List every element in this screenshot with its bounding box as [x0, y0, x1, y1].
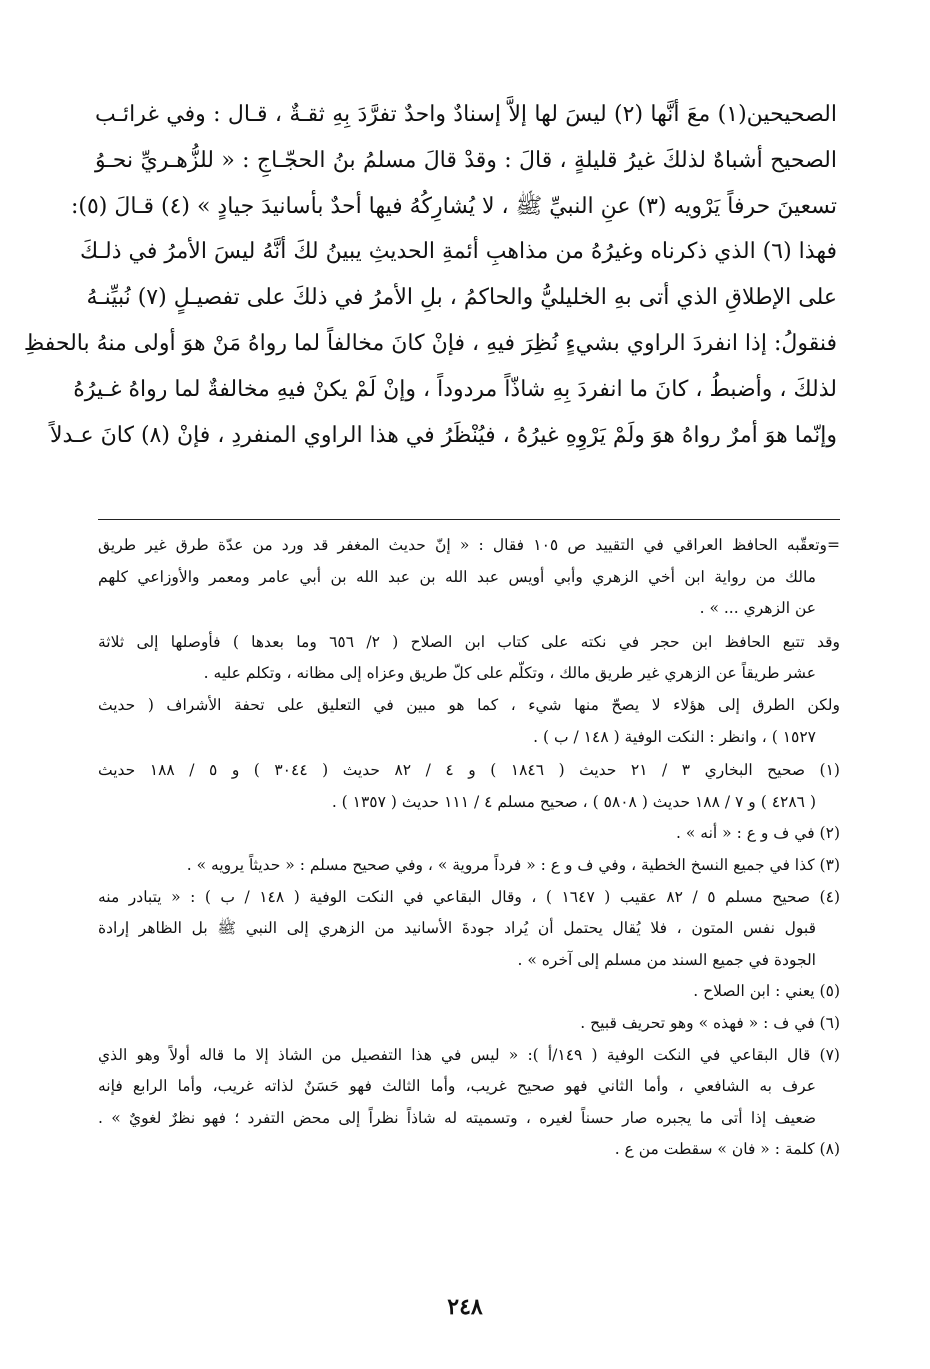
- main-text: [23, 92, 837, 458]
- footnote-line: عن الزهري ... » .: [699, 599, 816, 618]
- text-line: فنقولُ: إذا انفردَ الراوي بشيءٍ نُظِرَ فيهِ ، فإنْ كانَ مخالفاً لما رواهُ مَنْ هوَ أولى منهُ بالحفظِ: [23, 330, 837, 356]
- footnote-line: ولكن الطرق إلى هؤلاء لا يصحّ منها شيء ، كما هو مبين في التعليق على تحفة الأشراف ( حديث: [98, 695, 840, 714]
- footnote-line: ١٥٢٧ ) ، وانظر : النكت الوفية ( ١٤٨ / ب ) .: [533, 727, 816, 746]
- footnote-line: عرف به الشافعي ، وأما الثاني فهو صحيح غريب، وأما الثالث فهو حَسَنٌ لذاته غريب، وأما الرابع فإنه: [98, 1077, 816, 1096]
- text-line: فهذا (٦) الذي ذكرناه وغيرُهُ من مذاهبِ أئمةِ الحديثِ يبينُ لكَ أنَّهُ ليسَ الأمرُ في ذلـكَ: [80, 239, 837, 265]
- footnote-8: (٨) كلمة : « فان » سقطت من ع .: [614, 1140, 840, 1159]
- text-line: الصحيح أشباهٌ لذلكَ غيرُ قليلةٍ ، قالَ : وقدْ قالَ مسلمُ بنُ الحجّـاجِ : « للزُّهـريِّ نحـوُ: [95, 147, 837, 173]
- text-line: على الإطلاقِ الذي أتى بهِ الخليليُّ والحاكمُ ، بلِ الأمرُ في ذلكَ على تفصيـلٍ (٧) نُبيِّنـهُ: [86, 285, 837, 311]
- footnote-line: الجودة في جميع السند من مسلم إلى آخره » .: [517, 950, 816, 969]
- footnote-line: عشر طريقاً عن الزهري غير طريق مالك ، وتكلّم على كلّ طريق وعزاه إلى مظانه ، وتكلم عليه .: [203, 664, 816, 683]
- text-line: لذلكَ ، وأضبطُ ، كانَ ما انفردَ بِهِ شاذّاً مردوداً ، وإنْ لَمْ يكنْ فيهِ مخالفةٌ لما رواهُ غـيرُهُ: [73, 376, 837, 402]
- footnote-2: (٢) في ف و ع : « أنه » .: [676, 824, 840, 843]
- footnote-line: قبول نفس المتون ، فلا يُقال يحتمل أن يُراد جودةَ الأسانيد من الزهري إلى النبي ﷺ بل الظاهر إرادة: [98, 919, 816, 938]
- text-line: تسعينَ حرفاً يَرْويه (٣) عنِ النبيِّ ﷺ ، لا يُشارِكُهُ فيها أحدٌ بأسانيدَ جيادٍ » (٤) قـالَ (٥):: [70, 193, 837, 219]
- footnote-line: ضعيف إذا أتى ما يجبره صار حسناً لغيره ، وتسميته له شاذاً نظراً إلى محض التفرد ؛ فهو نظرٌ لغويٌ » .: [98, 1108, 816, 1127]
- footnotes: [98, 530, 840, 1166]
- footnote-line: مالك من رواية ابن أخي الزهري وأبي أويس عبد الله بن عبد الله بن أبي عامر ومعمر والأوزاعي كلهم: [98, 567, 816, 586]
- footnote-line: =وتعقّبه الحافظ العراقي في التقييد ص ١٠٥ فقال : « إنّ حديث المغفر قد ورد من عدّة طرق غير طريق: [98, 536, 840, 554]
- footnote-divider: [98, 519, 840, 520]
- text-line: الصحيحين(١) معَ أنَّها (٢) ليسَ لها إلاَّ إسنادٌ واحدٌ تفرَّدَ بِهِ ثقـةٌ ، قـال : وفي غرائـب: [95, 102, 837, 127]
- footnote-1: (١) صحيح البخاري ٣ / ٢١ حديث ( ١٨٤٦ ) و ٤ / ٨٢ حديث ( ٣٠٤٤ ) و ٥ / ١٨٨ حديث: [98, 761, 840, 780]
- footnote-line: وقد تتبع الحافظ ابن حجر في نكته على كتاب ابن الصلاح ( ٢/ ٦٥٦ وما بعدها ) فأوصلها إلى ثلاثة: [98, 632, 841, 651]
- footnote-line: ( ٤٢٨٦ ) و ٧ / ١٨٨ حديث ( ٥٨٠٨ ) ، صحيح مسلم ٤ / ١١١ حديث ( ١٣٥٧ ) .: [331, 792, 816, 811]
- footnote-4: (٤) صحيح مسلم ٥ / ٨٢ عقيب ( ١٦٤٧ ) ، وقال البقاعي في النكت الوفية ( ١٤٨ / ب ) : « يتبادر منه: [98, 887, 840, 906]
- page-number: ٢٤٨: [447, 1294, 483, 1320]
- footnote-3: (٣) كذا في جميع النسخ الخطية ، وفي ف و ع : « فرداً مروية » ، وفي صحيح مسلم : « حديثاً يرويه » .: [186, 855, 840, 874]
- footnote-6: (٦) في ف : « فهذه » وهو تحريف قبيح .: [580, 1013, 840, 1032]
- footnote-5: (٥) يعني : ابن الصلاح .: [693, 982, 840, 1001]
- text-line: وإنّما هوَ أمرٌ رواهُ هوَ ولَمْ يَرْوِهِ غيرُهُ ، فيُنْظَرُ في هذا الراوي المنفردِ ، فإنْ (٨) كانَ عـدلاً: [49, 422, 837, 448]
- footnote-7: (٧) قال البقاعي في النكت الوفية ( ١٤٩/أ ): « ليس في هذا التفصيل من الشاذ إلا ما قاله أولاً وهو الذي: [98, 1045, 840, 1064]
